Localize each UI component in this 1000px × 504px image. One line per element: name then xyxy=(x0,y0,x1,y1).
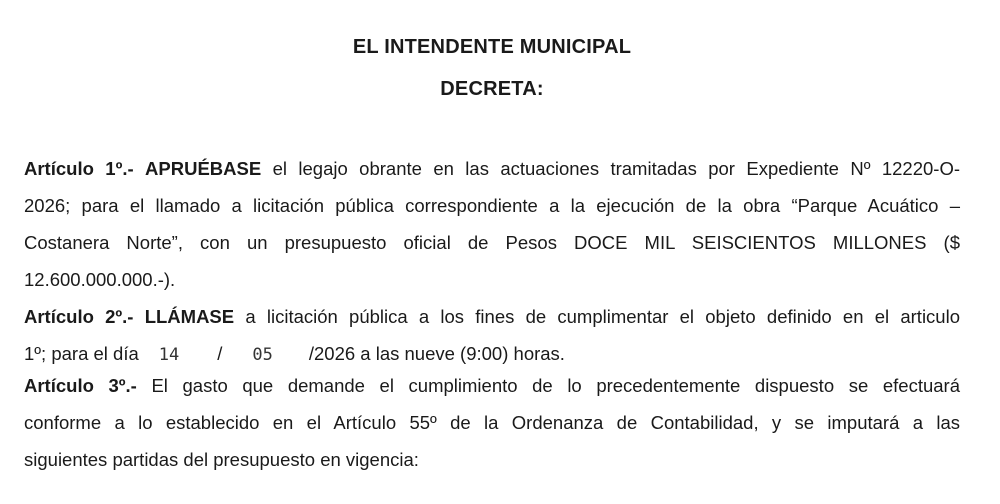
article-2-label: Artículo 2º.- xyxy=(24,306,134,327)
article-2-verb: LLÁMASE xyxy=(144,306,235,327)
article-1-line-3: Costanera Norte”, con un presupuesto oficial de Pesos DOCE MIL SEISCIENTOS MILLONES ($ xyxy=(24,232,960,253)
article-1-verb: APRUÉBASE xyxy=(145,158,262,179)
article-1-line-4: 12.600.000.000.-). xyxy=(24,269,176,290)
article-3-line-3: siguientes partidas del presupuesto en vigencia: xyxy=(24,449,419,470)
decree-title: EL INTENDENTE MUNICIPAL xyxy=(352,36,632,58)
article-1-text-1: el legajo obrante en las actuaciones tramitadas por Expediente Nº 12220-O- xyxy=(261,158,961,179)
decree-subtitle: DECRETA: xyxy=(440,78,544,100)
article-3-line-1 xyxy=(24,367,960,404)
article-1-line-1 xyxy=(24,150,960,187)
article-2-text-1: a licitación pública a los fines de cumplimentar el objeto definido en el articulo xyxy=(234,306,960,327)
article-2-date-prefix: 1º; para el día xyxy=(24,343,139,364)
article-1-line-2: 2026; para el llamado a licitación pública correspondiente a la ejecución de la obra “Parque Acuático – xyxy=(24,195,960,216)
article-2 xyxy=(24,298,960,372)
article-3 xyxy=(24,367,960,478)
article-1 xyxy=(24,150,960,298)
article-2-date-suffix: /2026 a las nueve (9:00) horas. xyxy=(308,343,565,364)
handwritten-day: 14 xyxy=(158,345,180,365)
article-1-label: Artículo 1º.- xyxy=(24,158,134,179)
article-2-line-1 xyxy=(24,298,960,335)
article-3-label: Artículo 3º.- xyxy=(24,375,137,396)
article-3-text-1: El gasto que demande el cumplimiento de lo precedentemente dispuesto se efectuará xyxy=(136,375,960,396)
handwritten-month: 05 xyxy=(252,345,273,365)
date-slash: / xyxy=(217,343,223,364)
article-3-line-2: conforme a lo establecido en el Artículo 55º de la Ordenanza de Contabilidad, y se imputará a las xyxy=(24,412,960,433)
